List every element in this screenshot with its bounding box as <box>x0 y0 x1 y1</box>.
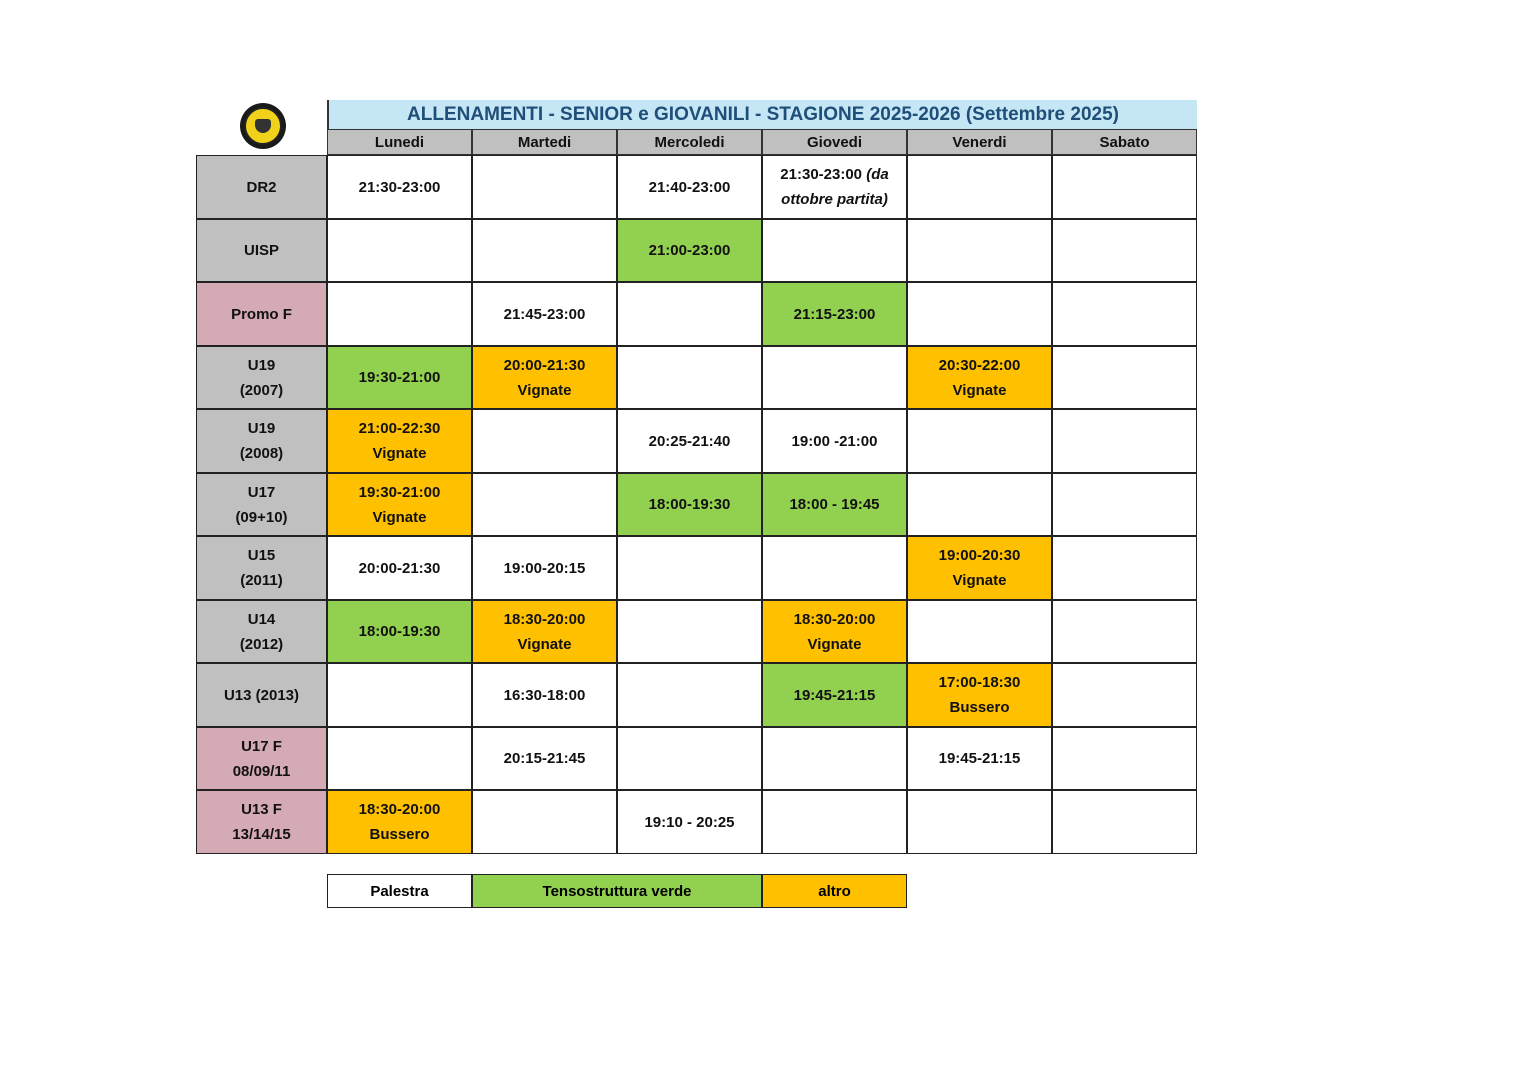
schedule-cell <box>1052 727 1197 790</box>
time-slot: 17:00-18:30 <box>938 674 1021 691</box>
team-name: Promo F <box>231 305 292 323</box>
schedule-cell <box>762 663 907 727</box>
schedule-cell <box>907 663 1052 727</box>
time-note: (da ottobre partita) <box>781 166 889 208</box>
schedule-cell <box>327 790 472 854</box>
schedule-cell <box>907 790 1052 854</box>
location-label: Vignate <box>372 508 427 526</box>
team-label <box>196 473 327 536</box>
schedule-cell <box>327 346 472 409</box>
schedule-cell <box>472 600 617 663</box>
team-label <box>196 282 327 346</box>
legend-item: altro <box>762 874 907 908</box>
schedule-cell <box>907 219 1052 282</box>
schedule-cell <box>1052 346 1197 409</box>
location-label: Bussero <box>949 699 1010 716</box>
schedule-cell <box>907 346 1052 409</box>
schedule-cell <box>327 663 472 727</box>
schedule-cell <box>617 282 762 346</box>
time-slot: 21:45-23:00 <box>503 305 586 323</box>
schedule-cell <box>617 155 762 219</box>
schedule-cell <box>617 473 762 536</box>
time-slot: 19:45-21:15 <box>793 686 876 704</box>
schedule-cell <box>1052 155 1197 219</box>
schedule-cell <box>327 219 472 282</box>
time-slot: 21:15-23:00 <box>793 305 876 323</box>
time-slot: 18:30-20:00 <box>793 610 876 628</box>
schedule-cell <box>907 155 1052 219</box>
team-name: DR2 <box>246 178 277 196</box>
schedule-cell <box>617 600 762 663</box>
schedule-cell <box>762 473 907 536</box>
legend-item: Palestra <box>327 874 472 908</box>
day-header: Sabato <box>1052 129 1197 155</box>
team-year: (2008) <box>239 445 284 462</box>
schedule-cell <box>762 409 907 473</box>
schedule-cell <box>907 282 1052 346</box>
team-label <box>196 663 327 727</box>
schedule-cell <box>327 155 472 219</box>
schedule-cell <box>762 219 907 282</box>
location-label: Vignate <box>517 381 572 399</box>
time-slot: 19:00 -21:00 <box>791 432 878 450</box>
schedule-cell <box>617 727 762 790</box>
time-slot: 20:25-21:40 <box>648 432 731 450</box>
team-name: U14 <box>247 610 276 628</box>
team-label <box>196 346 327 409</box>
schedule-cell <box>327 473 472 536</box>
day-header: Lunedi <box>327 129 472 155</box>
schedule-cell <box>762 536 907 600</box>
team-name: U15 <box>247 547 276 564</box>
day-header: Mercoledi <box>617 129 762 155</box>
schedule-cell <box>327 727 472 790</box>
schedule-cell <box>762 155 907 219</box>
day-header: Venerdi <box>907 129 1052 155</box>
time-slot: 18:30-20:00 <box>503 610 586 628</box>
team-label <box>196 536 327 600</box>
schedule-cell <box>472 536 617 600</box>
team-year: 13/14/15 <box>232 826 291 843</box>
schedule-cell <box>617 790 762 854</box>
location-label: Bussero <box>369 826 430 843</box>
team-year: 08/09/11 <box>232 762 291 780</box>
time-slot: 21:30-23:00 <box>358 178 441 196</box>
schedule-cell <box>472 346 617 409</box>
schedule-cell <box>762 600 907 663</box>
team-year: (09+10) <box>235 508 288 526</box>
team-name: UISP <box>243 242 279 259</box>
schedule-cell <box>327 409 472 473</box>
time-slot: 20:30-22:00 <box>938 356 1021 374</box>
time-slot: 21:00-23:00 <box>648 242 731 259</box>
time-slot: 19:10 - 20:25 <box>644 813 735 831</box>
schedule-cell <box>472 473 617 536</box>
location-label: Vignate <box>372 445 427 462</box>
time-slot: 19:45-21:15 <box>938 750 1021 767</box>
time-slot: 19:30-21:00 <box>358 369 441 386</box>
team-name: U13 F <box>241 801 282 818</box>
schedule-cell <box>1052 663 1197 727</box>
time-slot: 19:00-20:15 <box>503 559 586 577</box>
schedule-cell <box>472 282 617 346</box>
schedule-cell <box>617 663 762 727</box>
team-label <box>196 790 327 854</box>
schedule-cell <box>907 409 1052 473</box>
schedule-cell <box>762 727 907 790</box>
team-label <box>196 600 327 663</box>
club-logo-emblem <box>244 107 282 145</box>
schedule-cell <box>762 282 907 346</box>
schedule-cell <box>1052 409 1197 473</box>
time-slot: 21:40-23:00 <box>648 178 731 196</box>
schedule-cell <box>617 346 762 409</box>
schedule-cell <box>907 473 1052 536</box>
team-label <box>196 155 327 219</box>
schedule-cell <box>1052 473 1197 536</box>
schedule-cell <box>1052 219 1197 282</box>
time-slot: 21:30-23:00 <box>780 166 863 183</box>
schedule-cell <box>762 790 907 854</box>
schedule-cell <box>472 663 617 727</box>
location-label: Vignate <box>807 635 862 653</box>
team-label <box>196 409 327 473</box>
schedule-cell <box>472 219 617 282</box>
team-label <box>196 727 327 790</box>
schedule-cell <box>762 346 907 409</box>
team-year: (2012) <box>239 635 284 653</box>
schedule-cell <box>617 536 762 600</box>
team-name: U19 <box>247 420 276 437</box>
schedule-cell <box>472 155 617 219</box>
schedule-cell <box>472 790 617 854</box>
club-logo <box>240 103 286 149</box>
team-name: U17 <box>247 483 276 501</box>
time-slot: 18:30-20:00 <box>358 801 441 818</box>
time-slot: 21:00-22:30 <box>358 420 441 437</box>
legend-item: Tensostruttura verde <box>472 874 762 908</box>
location-label: Vignate <box>952 572 1007 589</box>
page-title: ALLENAMENTI - SENIOR e GIOVANILI - STAGIONE 2025-2026 (Settembre 2025) <box>327 100 1197 129</box>
time-slot: 20:00-21:30 <box>503 356 586 374</box>
schedule-cell <box>1052 536 1197 600</box>
time-slot: 18:00 - 19:45 <box>789 496 880 513</box>
time-slot: 18:00-19:30 <box>358 623 441 640</box>
team-name: U17 F <box>241 737 282 755</box>
schedule-cell <box>1052 600 1197 663</box>
schedule-cell <box>617 219 762 282</box>
time-slot: 20:15-21:45 <box>503 750 586 767</box>
time-slot: 19:30-21:00 <box>358 483 441 501</box>
schedule-cell <box>1052 282 1197 346</box>
time-slot: 18:00-19:30 <box>648 496 731 513</box>
time-slot: 19:00-20:30 <box>938 547 1021 564</box>
schedule-cell <box>617 409 762 473</box>
day-header: Martedi <box>472 129 617 155</box>
schedule-cell <box>472 727 617 790</box>
day-header: Giovedi <box>762 129 907 155</box>
location-label: Vignate <box>952 381 1007 399</box>
time-slot: 16:30-18:00 <box>503 686 586 704</box>
team-label <box>196 219 327 282</box>
location-label: Vignate <box>517 635 572 653</box>
schedule-cell <box>327 600 472 663</box>
schedule-cell <box>327 536 472 600</box>
schedule-cell <box>327 282 472 346</box>
schedule-cell <box>907 600 1052 663</box>
schedule-cell <box>472 409 617 473</box>
schedule-cell <box>907 536 1052 600</box>
team-year: (2011) <box>240 572 283 589</box>
team-name: U19 <box>247 356 276 374</box>
schedule-cell <box>1052 790 1197 854</box>
schedule-cell <box>907 727 1052 790</box>
team-name: U13 (2013) <box>223 686 300 704</box>
team-year: (2007) <box>239 381 284 399</box>
time-slot: 20:00-21:30 <box>358 559 441 577</box>
